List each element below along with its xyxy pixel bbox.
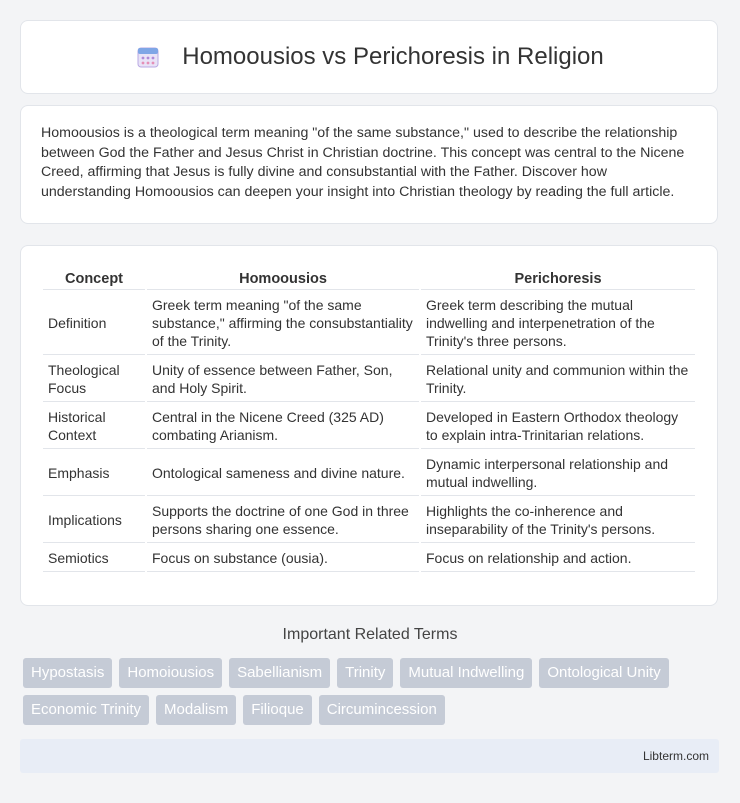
table-row (43, 451, 695, 496)
related-term-tag[interactable]: Trinity (337, 658, 393, 688)
comparison-table (41, 266, 697, 574)
table-row (43, 545, 695, 572)
related-terms-list (23, 658, 723, 725)
related-term-tag[interactable]: Hypostasis (23, 658, 112, 688)
column-header: Concept (43, 268, 145, 290)
table-cell: Definition (43, 292, 145, 355)
table-cell: Implications (43, 498, 145, 543)
table-cell: Supports the doctrine of one God in three persons sharing one essence. (147, 498, 419, 543)
table-cell: Relational unity and communion within the Trinity. (421, 357, 695, 402)
table-cell: Historical Context (43, 404, 145, 449)
related-term-tag[interactable]: Sabellianism (229, 658, 330, 688)
footer (20, 739, 719, 773)
comparison-table-card (20, 245, 718, 606)
header-card (20, 20, 718, 94)
table-row (43, 404, 695, 449)
intro-card (20, 105, 718, 224)
table-cell: Focus on relationship and action. (421, 545, 695, 572)
related-term-tag[interactable]: Economic Trinity (23, 695, 149, 725)
column-header: Perichoresis (421, 268, 695, 290)
table-cell: Central in the Nicene Creed (325 AD) combating Arianism. (147, 404, 419, 449)
footer-site-link[interactable]: Libterm.com (642, 749, 709, 763)
table-cell: Unity of essence between Father, Son, and Holy Spirit. (147, 357, 419, 402)
table-cell: Ontological sameness and divine nature. (147, 451, 419, 496)
table-cell: Developed in Eastern Orthodox theology to explain intra-Trinitarian relations. (421, 404, 695, 449)
related-term-tag[interactable]: Mutual Indwelling (400, 658, 532, 688)
table-cell: Highlights the co-inherence and inseparability of the Trinity's persons. (421, 498, 695, 543)
page-title: Homoousios vs Perichoresis in Religion (182, 43, 604, 70)
table-row (43, 498, 695, 543)
intro-text: Homoousios is a theological term meaning "of the same substance," used to describe the relationship between God the Father and Jesus Christ in Christian doctrine. This concept was central to the Nicene Creed, affirming that Jesus is fully divine and consubstantial with the Father. Discover how understanding Homoousios can deepen your insight into Christian theology by reading the full article. (41, 125, 685, 200)
table-cell: Greek term meaning "of the same substance," affirming the consubstantiality of the Trinity. (147, 292, 419, 355)
table-row (43, 292, 695, 355)
table-header-row (43, 268, 695, 290)
related-terms-title: Important Related Terms (282, 626, 458, 643)
table-cell: Focus on substance (ousia). (147, 545, 419, 572)
related-term-tag[interactable]: Homoiousios (119, 658, 222, 688)
related-term-tag[interactable]: Circumincession (319, 695, 445, 725)
calendar-icon (134, 43, 162, 71)
related-term-tag[interactable]: Ontological Unity (539, 658, 668, 688)
related-term-tag[interactable]: Filioque (243, 695, 312, 725)
table-cell: Greek term describing the mutual indwelling and interpenetration of the Trinity's three persons. (421, 292, 695, 355)
table-row (43, 357, 695, 402)
related-term-tag[interactable]: Modalism (156, 695, 236, 725)
table-cell: Dynamic interpersonal relationship and mutual indwelling. (421, 451, 695, 496)
table-cell: Semiotics (43, 545, 145, 572)
column-header: Homoousios (147, 268, 419, 290)
table-cell: Emphasis (43, 451, 145, 496)
table-cell: Theological Focus (43, 357, 145, 402)
